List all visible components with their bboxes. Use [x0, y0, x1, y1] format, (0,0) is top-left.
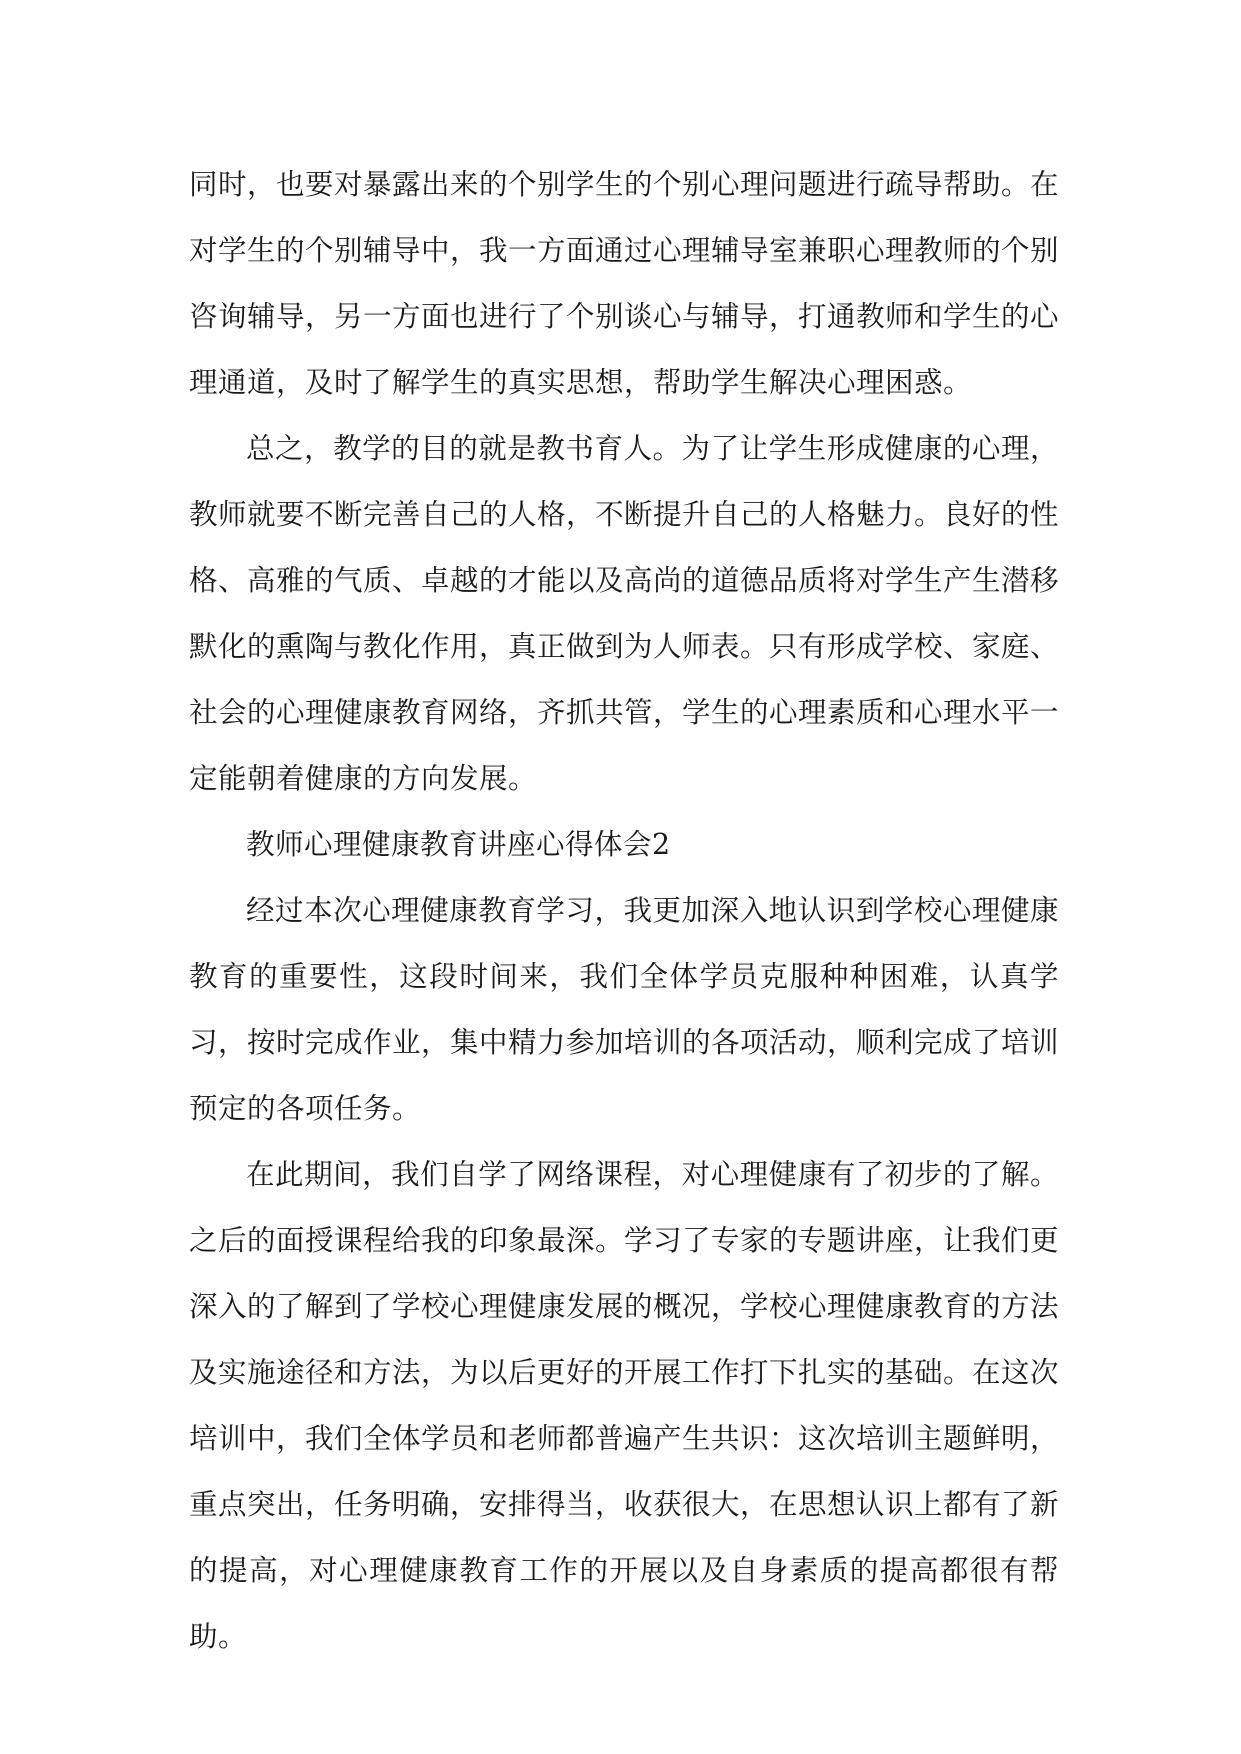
paragraph-counseling: 同时，也要对暴露出来的个别学生的个别心理问题进行疏导帮助。在对学生的个别辅导中，我一方面通过心理辅导室兼职心理教师的个别咨询辅导，另一方面也进行了个别谈心与辅导，打通教师和学生的心理通道，及时了解学生的真实思想，帮助学生解决心理困惑。 [189, 168, 1060, 399]
document-body [189, 152, 1059, 1670]
paragraph-conclusion: 总之，教学的目的就是教书育人。为了让学生形成健康的心理，教师就要不断完善自己的人格，不断提升自己的人格魅力。良好的性格、高雅的气质、卓越的才能以及高尚的道德品质将对学生产生潜移默化的熏陶与教化作用，真正做到为人师表。只有形成学校、家庭、社会的心理健康教育网络，齐抓共管，学生的心理素质和心理水平一定能朝着健康的方向发展。 [189, 432, 1060, 795]
section-heading: 教师心理健康教育讲座心得体会2 [246, 828, 671, 861]
paragraph-training-overview: 经过本次心理健康教育学习，我更加深入地认识到学校心理健康教育的重要性，这段时间来，我们全体学员克服种种困难，认真学习，按时完成作业，集中精力参加培训的各项活动，顺利完成了培训预定的各项任务。 [189, 894, 1060, 1125]
paragraph-training-details: 在此期间，我们自学了网络课程，对心理健康有了初步的了解。之后的面授课程给我的印象最深。学习了专家的专题讲座，让我们更深入的了解到了学校心理健康发展的概况，学校心理健康教育的方法及实施途径和方法，为以后更好的开展工作打下扎实的基础。在这次培训中，我们全体学员和老师都普遍产生共识：这次培训主题鲜明，重点突出，任务明确，安排得当，收获很大，在思想认识上都有了新的提高，对心理健康教育工作的开展以及自身素质的提高都很有帮助。 [189, 1158, 1060, 1653]
